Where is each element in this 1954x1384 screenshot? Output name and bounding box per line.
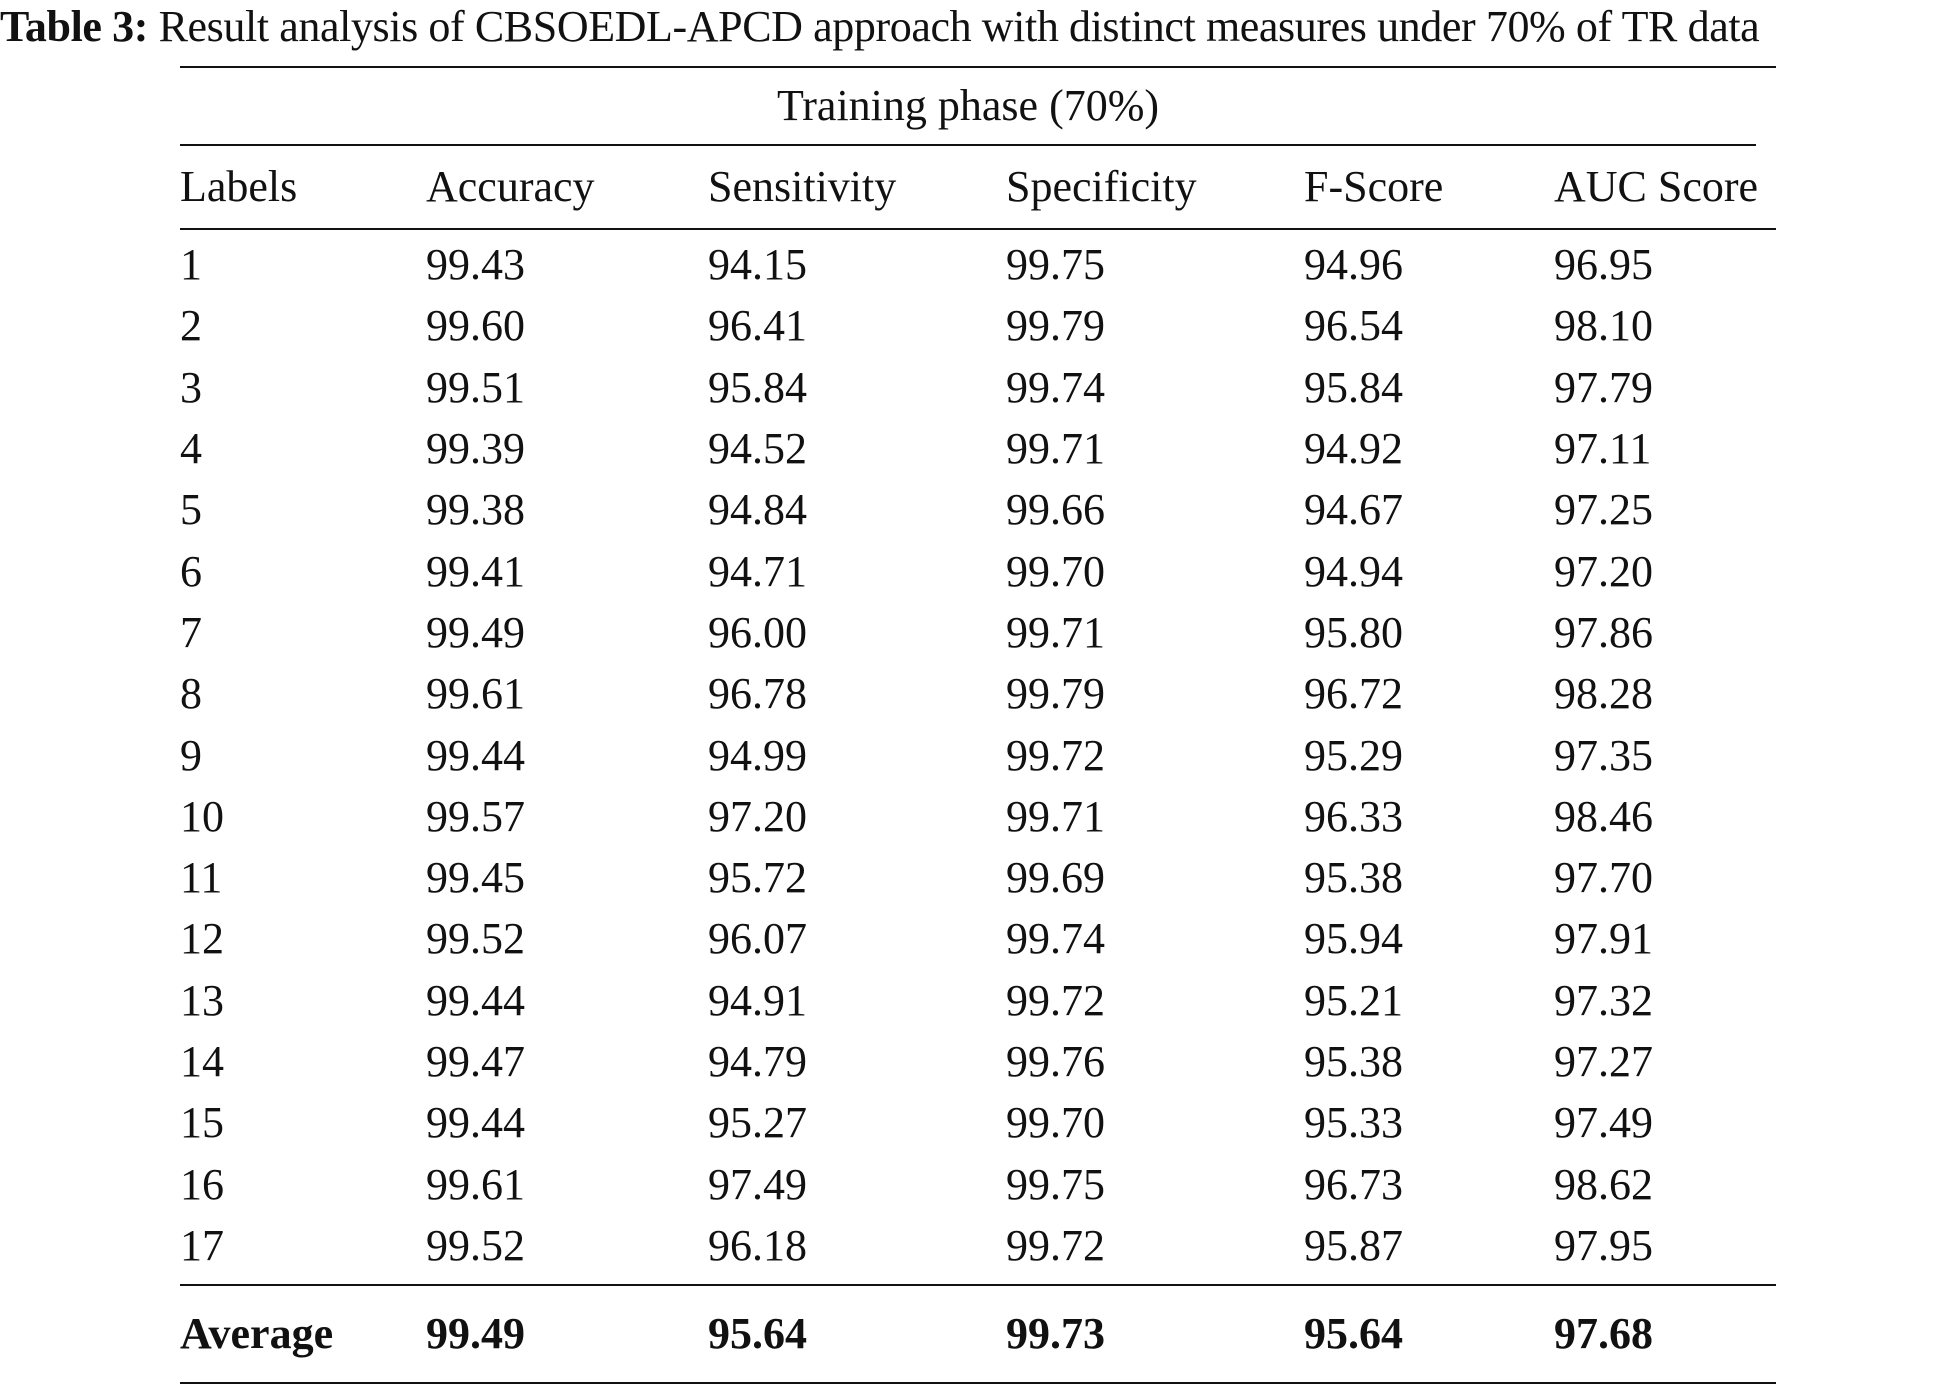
cell-f-score: 95.33	[1304, 1098, 1403, 1148]
average-f-score: 95.64	[1304, 1285, 1554, 1383]
cell-sensitivity: 94.99	[708, 730, 807, 780]
table-row	[180, 357, 1776, 418]
cell-accuracy: 99.39	[426, 424, 525, 474]
cell-sensitivity: 97.49	[708, 1159, 807, 1209]
caption-text: Result analysis of CBSOEDL-APCD approach with distinct measures under 70% of TR data	[148, 2, 1760, 51]
column-header-auc-score: AUC Score	[1554, 146, 1776, 229]
phase-header-row	[180, 67, 1776, 146]
cell-auc-score: 97.86	[1554, 607, 1653, 657]
cell-label: 12	[180, 914, 224, 964]
table-row	[180, 970, 1776, 1031]
cell-accuracy: 99.57	[426, 791, 525, 841]
cell-specificity: 99.76	[1006, 1037, 1105, 1086]
cell-auc-score: 97.35	[1554, 730, 1653, 780]
column-header-specificity: Specificity	[1006, 146, 1304, 229]
cell-label: 14	[180, 1037, 224, 1086]
column-header-accuracy: Accuracy	[426, 146, 708, 229]
cell-sensitivity: 95.72	[708, 853, 807, 903]
results-table-container	[180, 66, 1776, 1384]
cell-f-score: 94.94	[1304, 546, 1403, 596]
cell-f-score: 94.96	[1304, 240, 1403, 290]
average-sensitivity: 95.64	[708, 1285, 1006, 1383]
cell-sensitivity: 94.52	[708, 424, 807, 474]
cell-label: 16	[180, 1159, 224, 1209]
cell-accuracy: 99.47	[426, 1037, 525, 1086]
cell-auc-score: 96.95	[1554, 240, 1653, 290]
cell-accuracy: 99.43	[426, 240, 525, 290]
table-body	[180, 229, 1776, 1383]
average-specificity: 99.73	[1006, 1285, 1304, 1383]
cell-specificity: 99.72	[1006, 975, 1105, 1025]
cell-f-score: 95.21	[1304, 975, 1403, 1025]
cell-label: 10	[180, 791, 224, 841]
cell-f-score: 96.72	[1304, 669, 1403, 719]
column-header-labels: Labels	[180, 146, 426, 229]
cell-specificity: 99.74	[1006, 914, 1105, 964]
table-row	[180, 1215, 1776, 1285]
cell-specificity: 99.79	[1006, 669, 1105, 719]
cell-specificity: 99.70	[1006, 1098, 1105, 1148]
table-row	[180, 229, 1776, 295]
cell-label: 3	[180, 362, 202, 412]
table-row	[180, 847, 1776, 908]
results-table	[180, 66, 1776, 1384]
table-row	[180, 418, 1776, 479]
table-row	[180, 1092, 1776, 1153]
cell-sensitivity: 94.15	[708, 240, 807, 290]
cell-auc-score: 97.27	[1554, 1037, 1653, 1086]
cell-sensitivity: 96.41	[708, 301, 807, 351]
average-row	[180, 1285, 1776, 1383]
table-row	[180, 786, 1776, 847]
cell-f-score: 95.38	[1304, 853, 1403, 903]
average-accuracy: 99.49	[426, 1285, 708, 1383]
cell-label: 5	[180, 485, 202, 535]
cell-sensitivity: 96.18	[708, 1220, 807, 1270]
cell-label: 7	[180, 607, 202, 657]
cell-specificity: 99.71	[1006, 424, 1105, 474]
cell-specificity: 99.75	[1006, 1159, 1105, 1209]
cell-label: 2	[180, 301, 202, 351]
cell-sensitivity: 95.84	[708, 362, 807, 412]
cell-auc-score: 98.28	[1554, 669, 1653, 719]
cell-specificity: 99.72	[1006, 730, 1105, 780]
cell-specificity: 99.72	[1006, 1220, 1105, 1270]
cell-f-score: 95.87	[1304, 1220, 1403, 1270]
phase-header-cell	[180, 67, 1776, 146]
cell-label: 13	[180, 975, 224, 1025]
cell-auc-score: 98.46	[1554, 791, 1653, 841]
cell-accuracy: 99.45	[426, 853, 525, 903]
table-row	[180, 1031, 1776, 1092]
table-row	[180, 479, 1776, 540]
cell-label: 9	[180, 730, 202, 780]
cell-f-score: 95.84	[1304, 362, 1403, 412]
table-row	[180, 724, 1776, 785]
cell-specificity: 99.74	[1006, 362, 1105, 412]
average-auc-score: 97.68	[1554, 1285, 1776, 1383]
cell-sensitivity: 94.84	[708, 485, 807, 535]
cell-specificity: 99.79	[1006, 301, 1105, 351]
cell-sensitivity: 97.20	[708, 791, 807, 841]
cell-specificity: 99.71	[1006, 607, 1105, 657]
cell-label: 8	[180, 669, 202, 719]
cell-auc-score: 97.25	[1554, 485, 1653, 535]
cell-auc-score: 97.32	[1554, 975, 1653, 1025]
cell-accuracy: 99.61	[426, 669, 525, 719]
cell-f-score: 95.94	[1304, 914, 1403, 964]
cell-sensitivity: 96.00	[708, 607, 807, 657]
cell-label: 1	[180, 240, 202, 290]
cell-auc-score: 97.79	[1554, 362, 1653, 412]
cell-sensitivity: 96.07	[708, 914, 807, 964]
cell-label: 11	[180, 853, 223, 903]
cell-accuracy: 99.41	[426, 546, 525, 596]
table-caption	[0, 0, 1954, 50]
table-row	[180, 908, 1776, 969]
cell-specificity: 99.70	[1006, 546, 1105, 596]
cell-label: 17	[180, 1220, 224, 1270]
cell-auc-score: 98.62	[1554, 1159, 1653, 1209]
cell-f-score: 96.33	[1304, 791, 1403, 841]
cell-label: 6	[180, 546, 202, 596]
cell-auc-score: 98.10	[1554, 301, 1653, 351]
column-header-sensitivity: Sensitivity	[708, 146, 1006, 229]
cell-accuracy: 99.51	[426, 362, 525, 412]
table-row	[180, 602, 1776, 663]
cell-sensitivity: 94.71	[708, 546, 807, 596]
cell-auc-score: 97.70	[1554, 853, 1653, 903]
cell-auc-score: 97.11	[1554, 424, 1652, 474]
cell-specificity: 99.71	[1006, 791, 1105, 841]
cell-f-score: 94.92	[1304, 424, 1403, 474]
cell-auc-score: 97.95	[1554, 1220, 1653, 1270]
cell-f-score: 96.73	[1304, 1159, 1403, 1209]
phase-header: Training phase (70%)	[180, 68, 1756, 146]
cell-accuracy: 99.52	[426, 1220, 525, 1270]
column-header-row	[180, 146, 1776, 229]
cell-sensitivity: 95.27	[708, 1098, 807, 1148]
cell-label: 4	[180, 424, 202, 474]
cell-specificity: 99.69	[1006, 853, 1105, 903]
cell-auc-score: 97.49	[1554, 1098, 1653, 1148]
table-row	[180, 295, 1776, 356]
cell-specificity: 99.66	[1006, 485, 1105, 535]
cell-f-score: 95.29	[1304, 730, 1403, 780]
cell-accuracy: 99.60	[426, 301, 525, 351]
table-row	[180, 1153, 1776, 1214]
cell-accuracy: 99.49	[426, 607, 525, 657]
table-row	[180, 540, 1776, 601]
cell-accuracy: 99.44	[426, 975, 525, 1025]
cell-sensitivity: 94.91	[708, 975, 807, 1025]
cell-sensitivity: 96.78	[708, 669, 807, 719]
cell-f-score: 94.67	[1304, 485, 1403, 535]
cell-accuracy: 99.44	[426, 1098, 525, 1148]
cell-f-score: 96.54	[1304, 301, 1403, 351]
caption-label: Table 3:	[0, 2, 148, 51]
cell-label: 15	[180, 1098, 224, 1148]
cell-specificity: 99.75	[1006, 240, 1105, 290]
column-header-f-score: F-Score	[1304, 146, 1554, 229]
cell-accuracy: 99.44	[426, 730, 525, 780]
cell-f-score: 95.38	[1304, 1037, 1403, 1086]
average-label: Average	[180, 1285, 426, 1383]
cell-accuracy: 99.61	[426, 1159, 525, 1209]
cell-sensitivity: 94.79	[708, 1037, 807, 1086]
cell-auc-score: 97.20	[1554, 546, 1653, 596]
cell-accuracy: 99.52	[426, 914, 525, 964]
table-row	[180, 663, 1776, 724]
cell-auc-score: 97.91	[1554, 914, 1653, 964]
cell-accuracy: 99.38	[426, 485, 525, 535]
cell-f-score: 95.80	[1304, 607, 1403, 657]
